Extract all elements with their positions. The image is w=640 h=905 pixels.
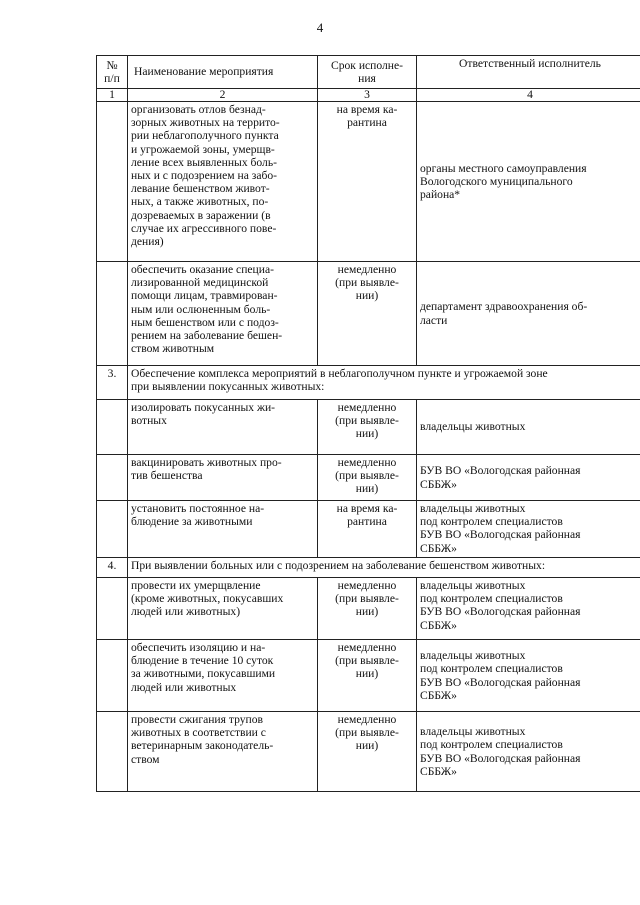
header-name: Наименование мероприятия — [128, 56, 318, 89]
row-name-cell: организовать отлов безнад- зорных животных на террито- рии неблагополучного пункта и угрожаемой зоны, умерщв- ление всех выявленных боль- ных и с подозрением на забо- левание бешенством живот- ных, а также животных, по- дозреваемых в заражении (в случае их агрессивного пове- дения) — [128, 102, 318, 262]
row-executor-cell: владельцы животных под контролем специалистов БУВ ВО «Вологодская районная СББЖ» — [417, 501, 640, 558]
header-term: Срок исполне- ния — [318, 56, 417, 89]
row-executor-cell: департамент здравоохранения об- ласти — [417, 262, 640, 366]
row-num-cell — [97, 102, 128, 262]
row-name-cell: вакцинировать животных про- тив бешенства — [128, 455, 318, 501]
row-executor-cell: БУВ ВО «Вологодская районная СББЖ» — [417, 455, 640, 501]
column-number: 2 — [128, 89, 318, 102]
table-row — [97, 102, 640, 262]
row-num-cell — [97, 400, 128, 455]
row-name-cell: провести их умерщвление (кроме животных, покусавших людей или животных) — [128, 578, 318, 640]
section-3-num: 3. — [97, 366, 128, 400]
row-executor-cell: владельцы животных — [417, 400, 640, 455]
row-num-cell — [97, 640, 128, 712]
column-number: 1 — [97, 89, 128, 102]
row-num-cell — [97, 455, 128, 501]
column-number: 3 — [318, 89, 417, 102]
table-row — [97, 578, 640, 640]
section-4-row — [97, 558, 640, 578]
row-name-cell: обеспечить изоляцию и на- блюдение в течение 10 суток за животными, покусавшими людей или животных — [128, 640, 318, 712]
column-number: 4 — [417, 89, 640, 102]
column-numbers-row — [97, 89, 640, 102]
page-number: 4 — [316, 20, 324, 35]
row-term-cell: немедленно (при выявле- нии) — [318, 400, 417, 455]
row-term-cell: немедленно (при выявле- нии) — [318, 578, 417, 640]
row-num-cell — [97, 501, 128, 558]
row-name-cell: изолировать покусанных жи- вотных — [128, 400, 318, 455]
row-term-cell: на время ка- рантина — [318, 501, 417, 558]
measures-table — [96, 55, 640, 792]
header-executor: Ответственный исполнитель — [417, 56, 640, 89]
header-num: № п/п — [97, 56, 128, 89]
table-row — [97, 712, 640, 792]
row-name-cell: установить постоянное на- блюдение за животными — [128, 501, 318, 558]
row-executor-cell: владельцы животных под контролем специалистов БУВ ВО «Вологодская районная СББЖ» — [417, 712, 640, 792]
table-row — [97, 455, 640, 501]
section-4-title: При выявлении больных или с подозрением на заболевание бешенством животных: — [128, 558, 640, 578]
section-3-title: Обеспечение комплекса мероприятий в неблагополучном пункте и угрожаемой зоне при выявлении покусанных животных: — [128, 366, 640, 400]
row-executor-cell: органы местного самоуправления Вологодского муниципального района* — [417, 102, 640, 262]
row-num-cell — [97, 262, 128, 366]
row-name-cell: провести сжигания трупов животных в соответствии с ветеринарным законодатель- ством — [128, 712, 318, 792]
row-term-cell: немедленно (при выявле- нии) — [318, 455, 417, 501]
row-term-cell: немедленно (при выявле- нии) — [318, 640, 417, 712]
table-row — [97, 501, 640, 558]
row-num-cell — [97, 578, 128, 640]
row-term-cell: немедленно (при выявле- нии) — [318, 712, 417, 792]
row-executor-cell: владельцы животных под контролем специалистов БУВ ВО «Вологодская районная СББЖ» — [417, 640, 640, 712]
section-3-row — [97, 366, 640, 400]
row-name-cell: обеспечить оказание специа- лизированной медицинской помощи лицам, травмирован- ным или ослюненным боль- ным бешенством или с подоз- рением на заболевание бешен- ством животным — [128, 262, 318, 366]
section-4-num: 4. — [97, 558, 128, 578]
row-term-cell: на время ка- рантина — [318, 102, 417, 262]
table-row — [97, 400, 640, 455]
table-header-row — [97, 56, 640, 89]
table-row — [97, 640, 640, 712]
row-num-cell — [97, 712, 128, 792]
table-row — [97, 262, 640, 366]
row-term-cell: немедленно (при выявле- нии) — [318, 262, 417, 366]
row-executor-cell: владельцы животных под контролем специалистов БУВ ВО «Вологодская районная СББЖ» — [417, 578, 640, 640]
